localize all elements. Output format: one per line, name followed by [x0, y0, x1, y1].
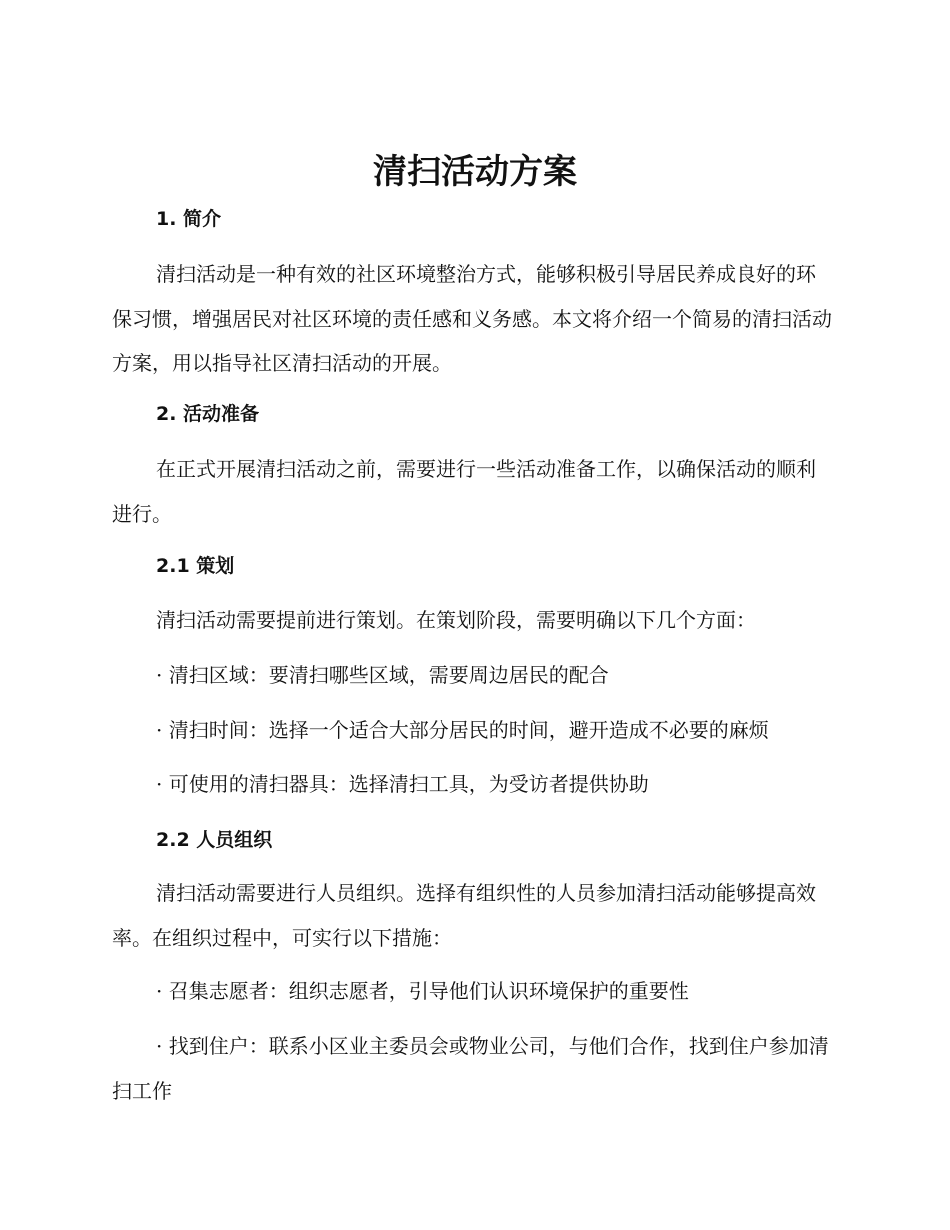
organization-bullet-residents: · 找到住户：联系小区业主委员会或物业公司，与他们合作，找到住户参加清扫工作	[112, 1034, 829, 1103]
organization-bullet-volunteers: · 召集志愿者：组织志愿者，引导他们认识环境保护的重要性	[156, 979, 689, 1003]
planning-bullet-time: · 清扫时间：选择一个适合大部分居民的时间，避开造成不必要的麻烦	[156, 718, 769, 742]
section-heading-organization: 2.2 人员组织	[156, 829, 273, 851]
preparation-paragraph: 在正式开展清扫活动之前，需要进行一些活动准备工作，以确保活动的顺利进行。	[112, 457, 816, 526]
intro-paragraph: 清扫活动是一种有效的社区环境整治方式，能够积极引导居民养成良好的环保习惯，增强居民对社区环境的责任感和义务感。本文将介绍一个简易的清扫活动方案，用以指导社区清扫活动的开展。	[112, 262, 832, 375]
section-heading-planning: 2.1 策划	[156, 555, 235, 577]
organization-paragraph: 清扫活动需要进行人员组织。选择有组织性的人员参加清扫活动能够提高效率。在组织过程中，可实行以下措施：	[112, 881, 816, 950]
document-title: 清扫活动方案	[373, 152, 577, 192]
section-heading-intro: 1. 简介	[156, 208, 222, 230]
planning-paragraph: 清扫活动需要提前进行策划。在策划阶段，需要明确以下几个方面：	[156, 608, 756, 632]
section-heading-preparation: 2. 活动准备	[156, 403, 260, 425]
planning-bullet-area: · 清扫区域：要清扫哪些区域，需要周边居民的配合	[156, 663, 609, 687]
planning-bullet-tools: · 可使用的清扫器具：选择清扫工具，为受访者提供协助	[156, 772, 649, 796]
